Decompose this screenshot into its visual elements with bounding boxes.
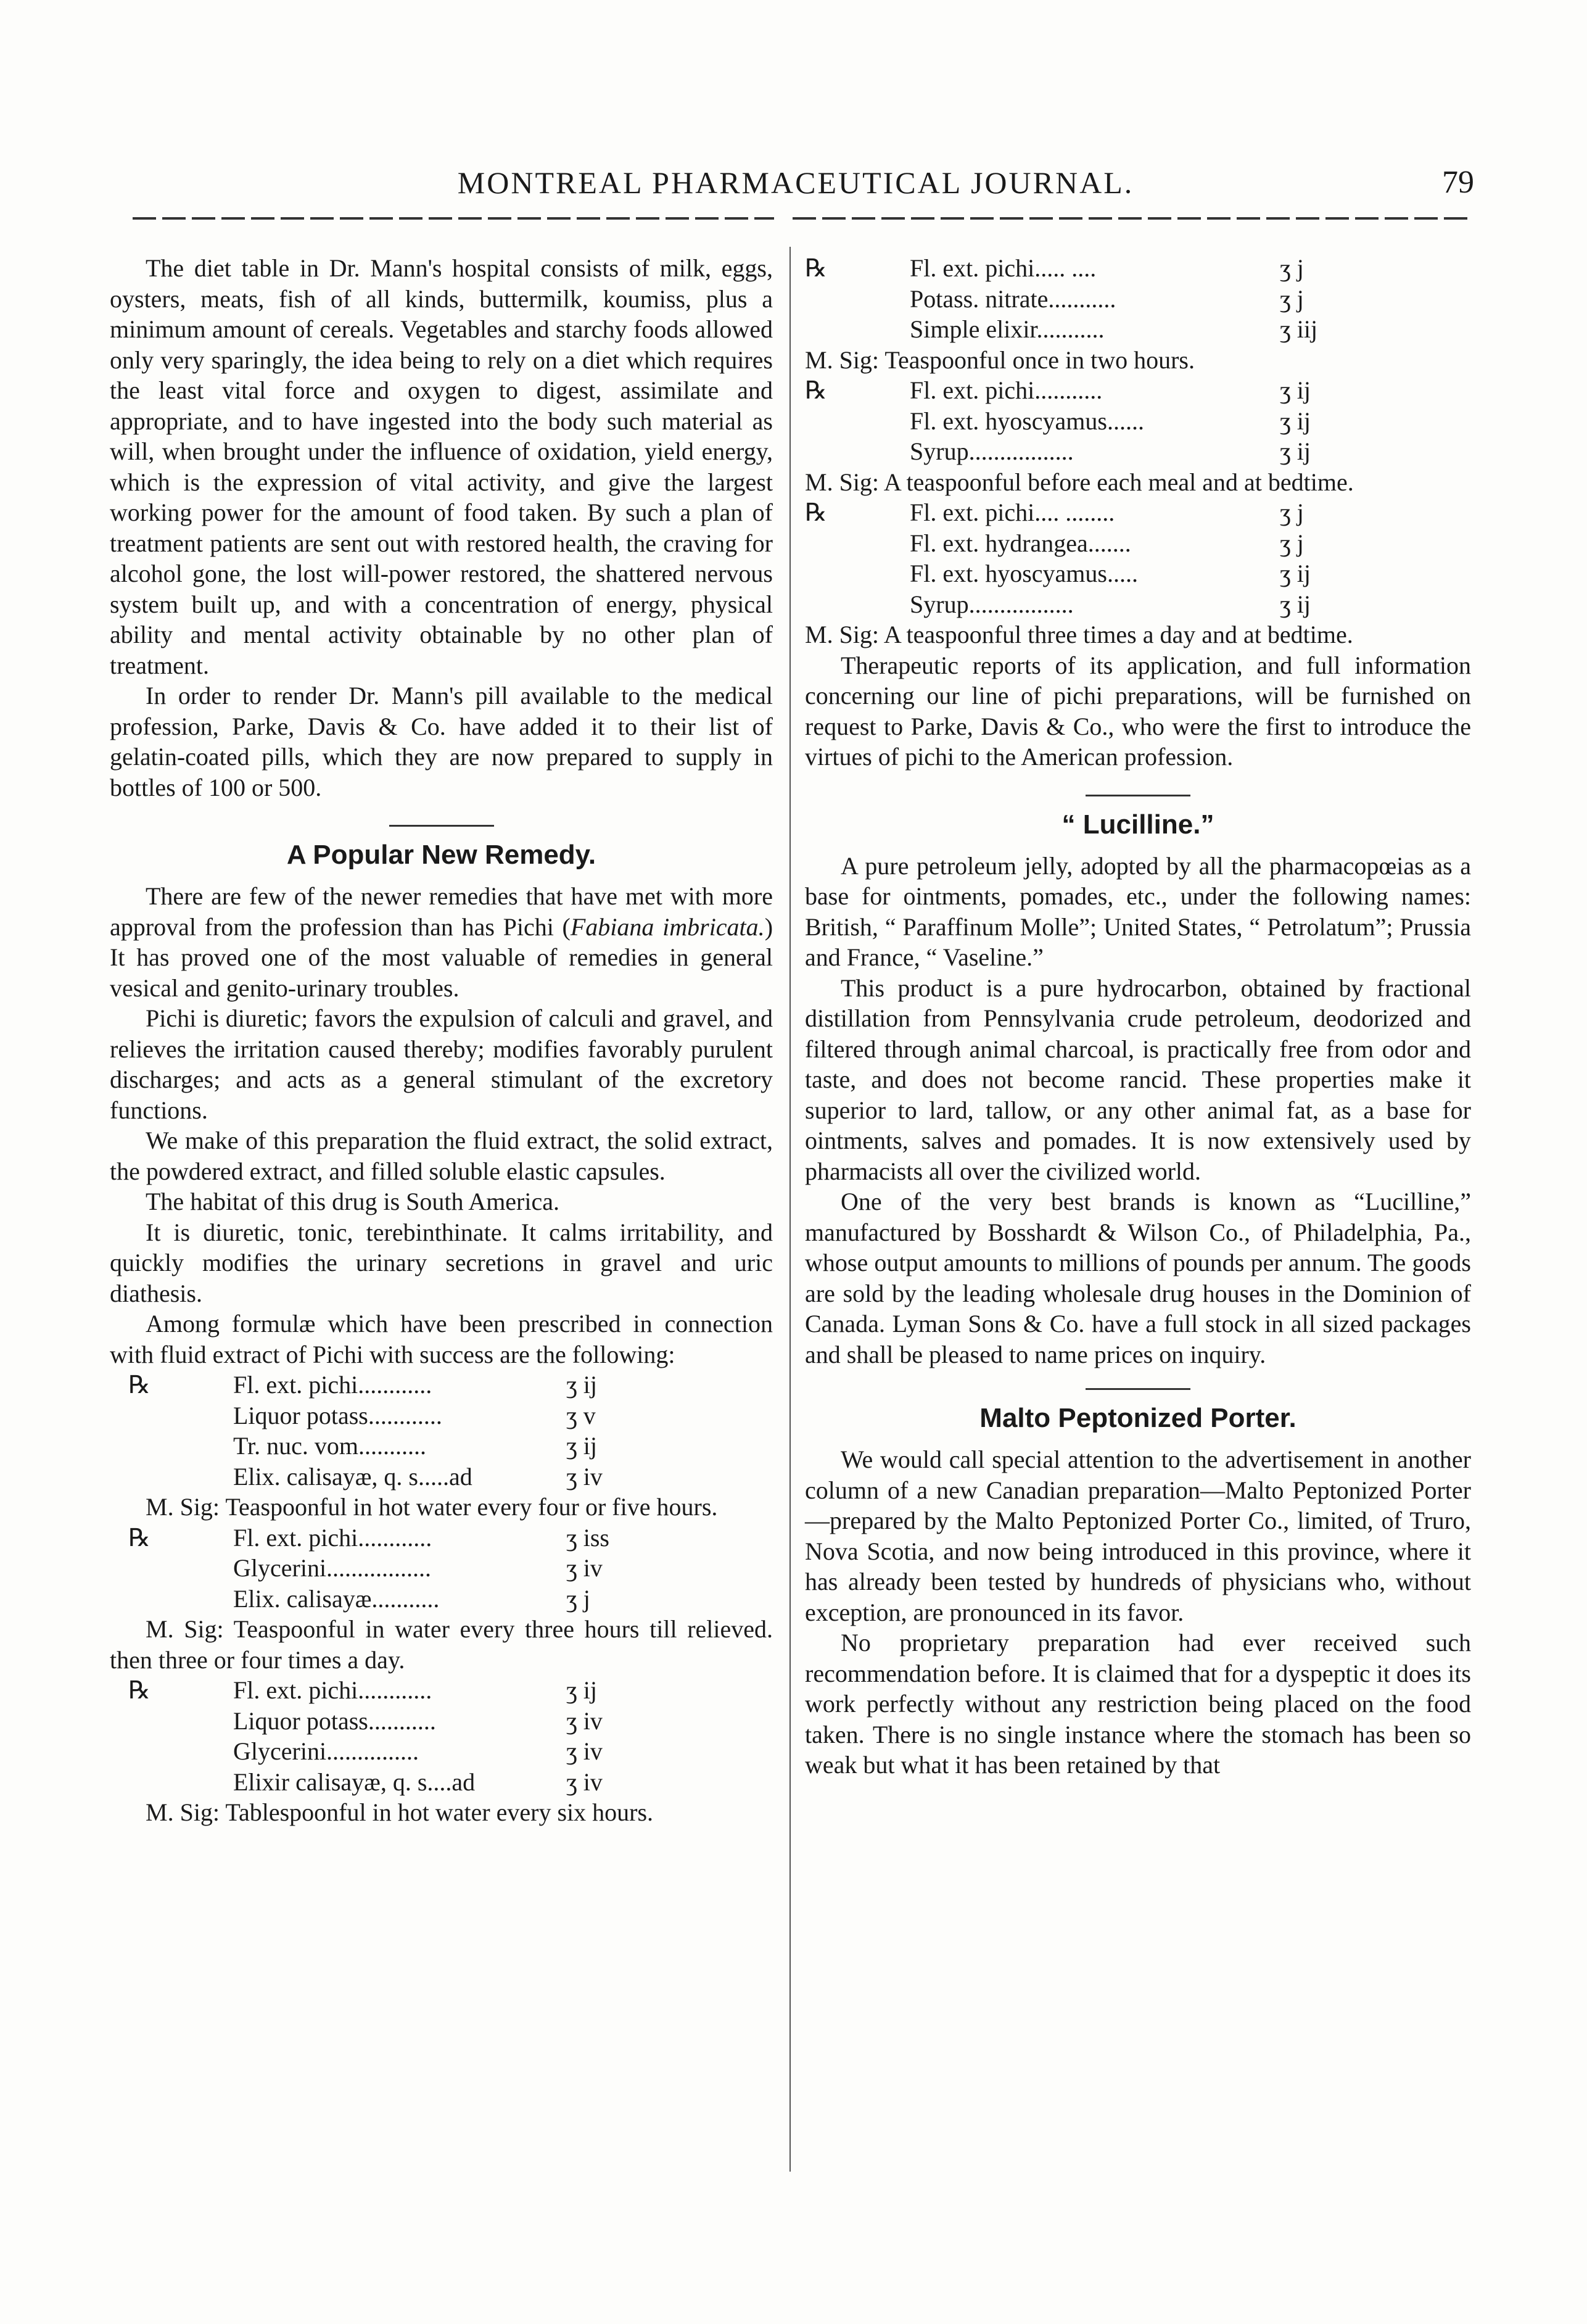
prescription-2 (110, 1523, 773, 1615)
prescription-5 (805, 375, 1471, 467)
paragraph: We make of this preparation the fluid extract, the solid extract, the powdered extract, and filled soluble elastic capsules. (110, 1127, 773, 1185)
prescription-line: ℞ Fl. ext. pichi.... ........ ʒ j (805, 498, 1304, 526)
page-header (111, 163, 1480, 207)
paragraph: We would call special attention to the advertisement in another column of a new Canadian preparation—Malto Peptonized Porter—prepared by the Malto Peptonized Porter Co., limited, of Truro, Nova Scotia, and now being introduced in this province, where it has already been tested by hundreds of physicians who, without exception, are pronounced in its favor. (805, 1445, 1471, 1626)
prescription-signature: M. Sig: Teaspoonful once in two hours. (805, 345, 1195, 374)
paragraph: It is diuretic, tonic, terebinthinate. It calms irritability, and quickly modifies the urinary secretions in gravel and uric diathesis. (110, 1218, 773, 1307)
prescription-4 (805, 253, 1471, 345)
prescription-line: ℞ Fl. ext. pichi............ ʒ ij (128, 1371, 597, 1399)
section-title-popular-remedy: A Popular New Remedy. (286, 840, 596, 870)
paragraph: No proprietary preparation had ever received such recommendation before. It is claimed that for a dyspeptic it does its work perfectly without any restriction being placed on the food taken. There is no single instance where the stomach has been so weak but what it has been retained by that (805, 1629, 1471, 1779)
prescription-line: Liquor potass........... ʒ iv (233, 1706, 603, 1735)
paragraph: One of the very best brands is known as “Lucilline,” manufactured by Bosshardt & Wilson Co., of Philadelphia, Pa., whose output amounts to millions of pounds per annum. The goods are sold by the leading wholesale drug houses in the Dominion of Canada. Lyman Sons & Co. have a full stock in all sized packages and shall be pleased to name prices on inquiry. (805, 1188, 1471, 1368)
right-column (805, 253, 1471, 1780)
prescription-signature: M. Sig: A teaspoonful before each meal and at bedtime. (805, 468, 1354, 496)
prescription-line: Potass. nitrate........... ʒ j (910, 284, 1304, 313)
header-rule-left (133, 217, 774, 220)
botanical-name: Fabiana imbricata. (570, 912, 765, 941)
prescription-signature: M. Sig: Tablespoonful in hot water every six hours. (146, 1798, 654, 1826)
prescription-line: Simple elixir........... ʒ iij (910, 315, 1318, 343)
prescription-line: ℞ Fl. ext. pichi............ ʒ ij (128, 1676, 597, 1704)
prescription-3 (110, 1675, 773, 1797)
prescription-line: Elixir calisayæ, q. s....ad ʒ iv (233, 1768, 603, 1796)
prescription-line: Elix. calisayæ........... ʒ j (233, 1584, 590, 1613)
prescription-line: Elix. calisayæ, q. s.....ad ʒ iv (233, 1462, 603, 1491)
prescription-line: Liquor potass............ ʒ v (233, 1401, 596, 1429)
running-title: MONTREAL PHARMACEUTICAL JOURNAL. (457, 165, 1134, 200)
prescription-line: ℞ Fl. ext. pichi..... .... ʒ j (805, 254, 1304, 282)
prescription-signature: M. Sig: A teaspoonful three times a day and at bedtime. (805, 621, 1353, 648)
column-divider (789, 247, 791, 2172)
prescription-line: Glycerini............... ʒ iv (233, 1737, 603, 1765)
prescription-line: Glycerini................. ʒ iv (233, 1554, 603, 1582)
prescription-line: Tr. nuc. vom........... ʒ ij (233, 1432, 597, 1460)
prescription-line: Fl. ext. hydrangea....... ʒ j (910, 529, 1304, 557)
paragraph: Therapeutic reports of its application, and full information concerning our line of pichi preparations, will be furnished on request to Parke, Davis & Co., who were the first to introduce the virtues of pichi to the American profession. (805, 651, 1471, 771)
paragraph: A pure petroleum jelly, adopted by all the pharmacopœias as a base for ointments, pomades, etc., under the following names: British, “ Paraffinum Molle”; United States, “ Petrolatum”; Prussia and France, “ Vaseline.” (805, 851, 1471, 971)
prescription-line: Syrup................. ʒ ij (910, 437, 1311, 465)
prescription-1 (110, 1370, 773, 1492)
left-column (110, 253, 773, 1828)
prescription-6 (805, 497, 1471, 619)
prescription-signature: M. Sig: Teaspoonful in hot water every four or five hours. (146, 1493, 718, 1521)
paragraph: Pichi is diuretic; favors the expulsion of calculi and gravel, and relieves the irritation caused thereby; modifies favorably purulent discharges; and acts as a general stimulant of the excretory functions. (110, 1004, 773, 1124)
header-rule-right (793, 217, 1471, 220)
prescription-line: Fl. ext. hyoscyamus..... ʒ ij (910, 560, 1311, 587)
section-title-lucilline: “ Lucilline.” (1061, 809, 1214, 840)
prescription-signature: M. Sig: Teaspoonful in water every three hours till relieved. then three or four times a day. (110, 1615, 773, 1674)
paragraph: The habitat of this drug is South America. (146, 1188, 559, 1215)
prescription-line: Syrup................. ʒ ij (910, 590, 1311, 618)
paragraph: In order to render Dr. Mann's pill available to the medical profession, Parke, Davis & Co. have added it to their list of gelatin-coated pills, which they are now prepared to supply in bottles of 100 or 500. (110, 682, 773, 801)
paragraph: Among formulæ which have been prescribed in connection with fluid extract of Pichi with success are the following: (110, 1310, 773, 1368)
paragraph: The diet table in Dr. Mann's hospital consists of milk, eggs, oysters, meats, fish of all kinds, buttermilk, koumiss, plus a minimum amount of cereals. Vegetables and starchy foods allowed only very sparingly, the idea being to rely on a diet which requires the least vital force and oxygen to digest, assimilate and appropriate, and to have ingested into the body such material as will, when brought under the influence of oxidation, yield energy, which is the expression of vital activity, and give the largest working power for the amount of food taken. By such a plan of treatment patients are sent out with restored health, the craving for alcohol gone, the lost will-power restored, the shattered nervous system built up, and with a concentration of energy, physical ability and mental activity obtainable by no other plan of treatment. (110, 254, 773, 679)
prescription-line: Fl. ext. hyoscyamus...... ʒ ij (910, 407, 1311, 435)
prescription-line: ℞ Fl. ext. pichi............ ʒ iss (128, 1523, 609, 1552)
paragraph: There are few of the newer remedies that have met with more approval from the profession than has Pichi (Fabiana imbricata.) It has proved one of the most valuable of remedies in general vesical and genito-urinary troubles. (110, 882, 773, 1002)
prescription-line: ℞ Fl. ext. pichi........... ʒ ij (805, 376, 1311, 404)
paragraph: This product is a pure hydrocarbon, obtained by fractional distillation from Pennsylvania crude petroleum, deodorized and filtered through animal charcoal, is practically free from odor and taste, and does not become rancid. These properties make it superior to lard, tallow, or any other animal fat, as a base for ointments, salves and pomades. It is now extensively used by pharmacists all over the civilized world. (805, 974, 1471, 1185)
section-title-malto-porter: Malto Peptonized Porter. (979, 1403, 1296, 1433)
page-number: 79 (1442, 165, 1474, 200)
